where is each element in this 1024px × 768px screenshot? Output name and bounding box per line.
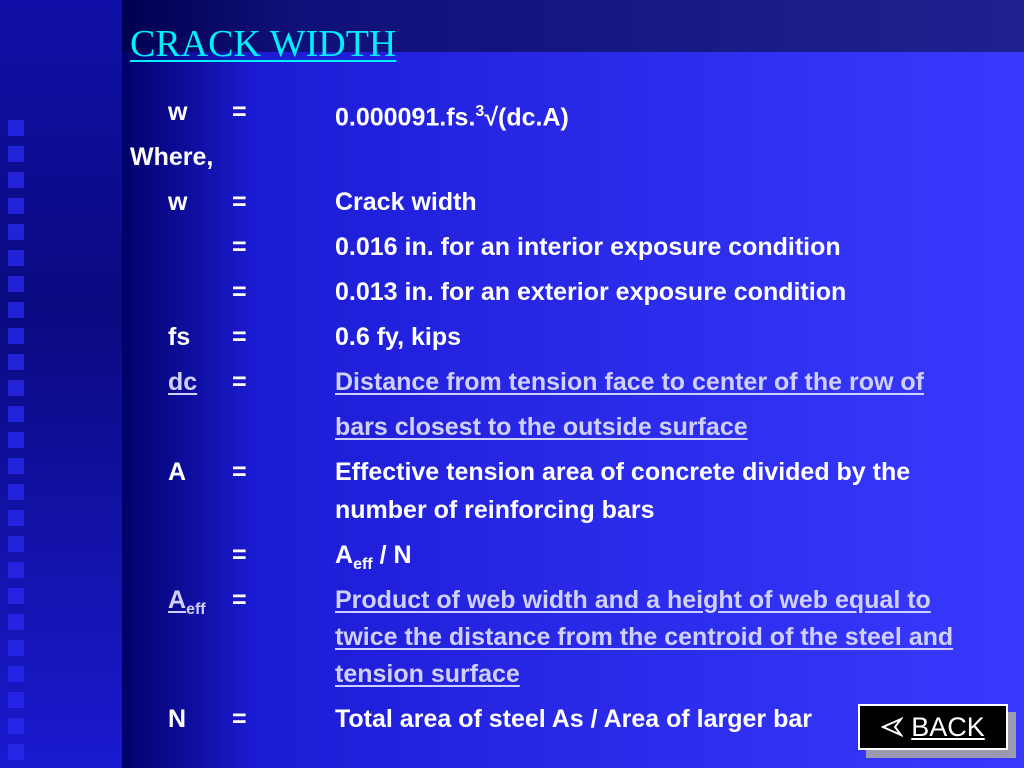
decor-square [8,302,24,318]
decor-square [8,588,24,604]
back-button[interactable] [858,704,1008,750]
definition-aeff-link-line3[interactable]: tension surface [335,660,520,688]
symbol-aeff-main: A [168,586,187,614]
definition-interior: 0.016 in. for an interior exposure condition [335,233,841,261]
definition-dc-link-line1[interactable]: Distance from tension face to center of the row of [335,368,924,396]
equals-sign: = [232,368,247,396]
decor-square [8,666,24,682]
definition-exterior: 0.013 in. for an exterior exposure condition [335,278,847,306]
back-button-label: BACK [911,711,985,742]
decor-square [8,640,24,656]
symbol-fs: fs [168,323,191,351]
decor-square [8,562,24,578]
formula-lhs: w [168,98,188,126]
equals-sign: = [232,188,247,216]
decor-square [8,484,24,500]
decor-square [8,276,24,292]
symbol-aeff-sub: eff [186,601,206,618]
decor-square [8,432,24,448]
definition-aeff-link-line2[interactable]: twice the distance from the centroid of the steel and [335,623,954,651]
equals-sign: = [232,541,247,569]
definition-dc-line2 [335,409,985,445]
definition-aeff-line2 [335,619,985,655]
decor-square [8,172,24,188]
definition-aeff-line3 [335,656,985,692]
decor-square [8,692,24,708]
decor-square [8,718,24,734]
definition-dc [335,364,985,400]
where-label: Where, [130,143,214,171]
symbol-aeff-link[interactable] [168,582,206,628]
definition-A-line2: number of reinforcing bars [335,496,655,524]
symbol-A: A [168,458,187,486]
equals-sign: = [232,233,247,261]
equals-sign: = [232,705,247,733]
decor-square [8,250,24,266]
decor-square [8,510,24,526]
formula-equals: = [232,98,247,126]
definition-w: Crack width [335,188,477,216]
aeff-main: A [335,541,354,569]
formula-rhs [335,94,985,135]
page-title: CRACK WIDTH [130,23,397,65]
aeff-rest: / N [372,541,412,569]
definition-A: Effective tension area of concrete divided by the [335,458,911,486]
decor-square [8,614,24,630]
symbol-w: w [168,188,188,216]
left-decor-panel [0,0,122,768]
decor-square [8,744,24,760]
decor-square [8,224,24,240]
definition-fs: 0.6 fy, kips [335,323,461,351]
equals-sign: = [232,458,247,486]
decor-square [8,354,24,370]
decor-square [8,536,24,552]
decor-square [8,458,24,474]
decor-square [8,328,24,344]
definition-aeff-link-line1[interactable]: Product of web width and a height of web equal to [335,586,931,614]
decor-square [8,146,24,162]
equals-sign: = [232,586,247,614]
symbol-N: N [168,705,187,733]
decor-square [8,406,24,422]
definition-A-alt [335,537,985,583]
definition-aeff-line1 [335,582,985,618]
symbol-dc-link[interactable]: dc [168,368,198,396]
decor-square [8,120,24,136]
equals-sign: = [232,323,247,351]
decor-square [8,380,24,396]
equals-sign: = [232,278,247,306]
decor-square [8,198,24,214]
aeff-sub: eff [353,556,373,573]
back-arrow-icon [881,716,903,738]
formula-root-index: 3 [475,103,485,120]
definition-dc-link-line2[interactable]: bars closest to the outside surface [335,413,748,441]
formula-root: √(dc.A) [484,103,569,132]
definition-N: Total area of steel As / Area of larger bar [335,705,813,733]
formula-pre: 0.000091.fs. [335,103,476,132]
